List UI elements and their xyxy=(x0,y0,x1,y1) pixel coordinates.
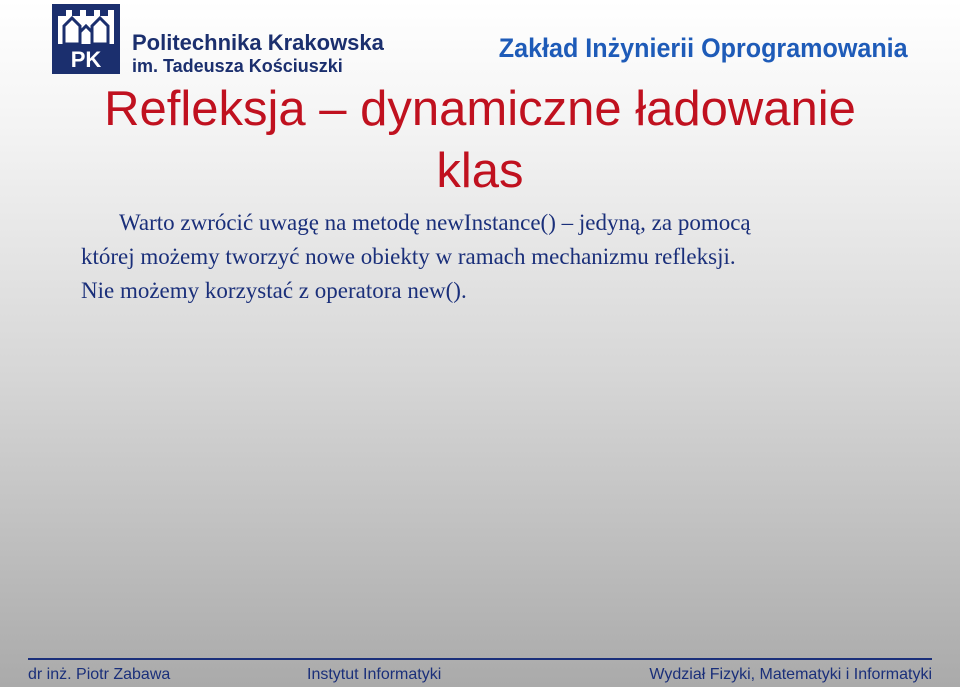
footer-faculty: Wydział Fizyki, Matematyki i Informatyki xyxy=(649,666,932,683)
body-line-2: której możemy tworzyć nowe obiekty w ramach mechanizmu refleksji. xyxy=(81,244,736,269)
body-line-3: Nie możemy korzystać z operatora new(). xyxy=(81,278,467,303)
slide-title xyxy=(0,78,960,202)
footer-author: dr inż. Piotr Zabawa xyxy=(28,666,171,683)
university-logo xyxy=(52,4,412,76)
slide-title-line-1: Refleksja – dynamiczne ładowanie xyxy=(104,82,856,136)
university-subname: im. Tadeusza Kościuszki xyxy=(132,56,343,76)
footer-divider xyxy=(28,658,932,660)
footer-institute: Instytut Informatyki xyxy=(307,666,442,683)
svg-text:PK: PK xyxy=(70,47,102,72)
body-line-1: Warto zwrócić uwagę na metodę newInstance() – jedyną, za pomocą xyxy=(119,210,751,235)
department-name: Zakład Inżynierii Oprogramowania xyxy=(499,33,908,63)
university-name: Politechnika Krakowska xyxy=(132,30,384,55)
slide-body xyxy=(81,206,901,308)
slide-title-line-2: klas xyxy=(436,144,524,198)
pk-emblem-icon xyxy=(52,4,120,74)
